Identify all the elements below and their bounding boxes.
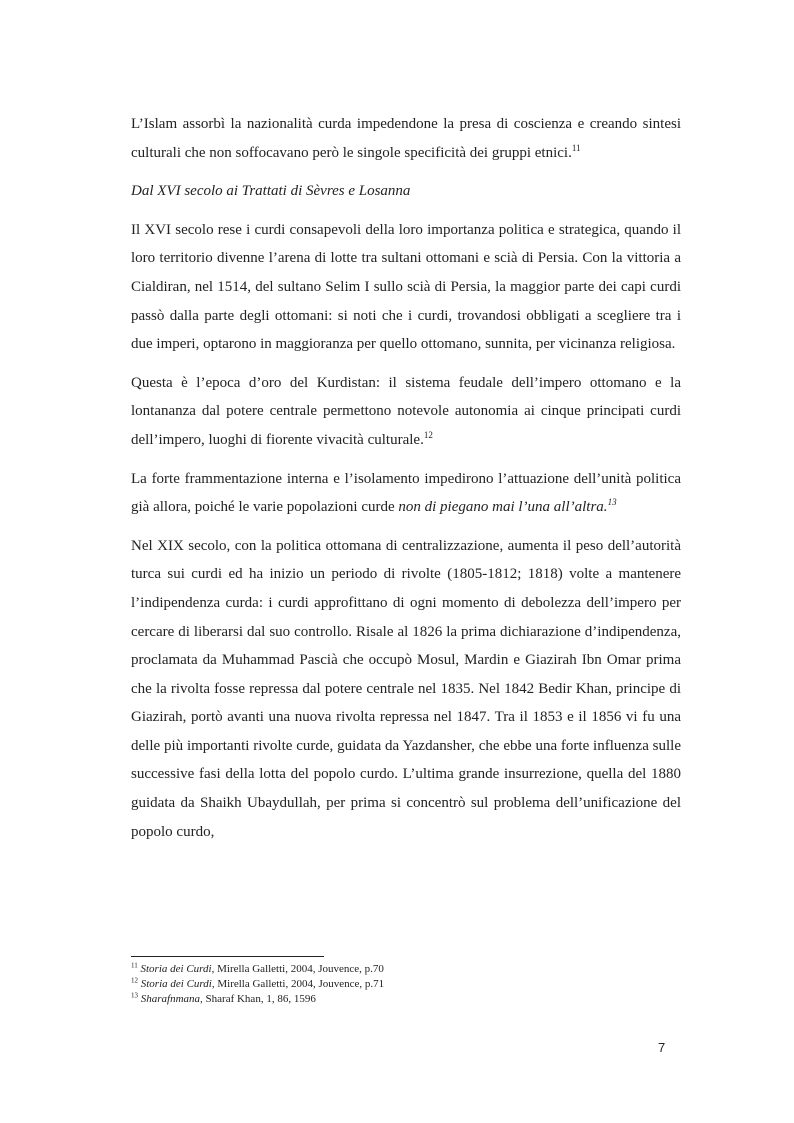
paragraph-1-text: L’Islam assorbì la nazionalità curda impedendone la presa di coscienza e creando sintesi culturali che non soffocavano però le singole specificità dei gruppi etnici. — [131, 116, 681, 161]
footnote-13: $^{13}$ Sharafnmana, Sharaf Khan, 1, 86, 1596 — [131, 991, 316, 1005]
footnote-ref-12: 12 — [423, 429, 433, 440]
footnote-11: $^{11}$ Storia dei Curdi, Mirella Galletti, 2004, Jouvence, p.70 — [131, 961, 384, 975]
paragraph-5: Nel XIX secolo, con la politica ottomana di centralizzazione, aumenta il peso dell’autorità turca sui curdi ed ha inizio un periodo di rivolte (1805-1812; 1818) volte a mantenere l’indipendenza curda: i curdi approfittano di ogni momento di debolezza dell’impero per cercare di liberarsi dal suo controllo. Risale al 1826 la prima dichiarazione d’indipendenza, proclamata da Muhammad Pascià che occupò Mosul, Mardin e Giazirah Ibn Omar prima che la rivolta fosse repressa dal potere centrale nel 1835. Nel 1842 Bedir Khan, principe di Giazirah, portò avanti una nuova rivolta repressa nel 1847. Tra il 1853 e il 1856 vi fu una delle più importanti rivolte curde, guidata da Yazdansher, che ebbe una forte influenza sulle successive fasi della lotta del popolo curdo. L’ultima grande insurrezione, quella del 1880 guidata da Shaikh Ubaydullah, per prima si concentrò sul problema dell’unificazione del popolo curdo, — [131, 537, 681, 840]
section-heading: Dal XVI secolo ai Trattati di Sèvres e Losanna — [131, 183, 411, 200]
page-number: 7 — [658, 1040, 666, 1055]
footnote-divider — [131, 956, 324, 957]
footnote-ref-11: 11 — [571, 142, 581, 153]
footnotes — [131, 962, 681, 1007]
paragraph-3 — [131, 369, 681, 455]
paragraph-1 — [131, 110, 681, 167]
paragraph-4-text: La forte frammentazione interna e l’isolamento impedirono l’attuazione dell’unità politica già allora, poiché le varie popolazioni curde — [131, 470, 681, 516]
paragraph-4-quote: non di piegano mai l’una all’altra. — [398, 499, 608, 516]
paragraph-2: Il XVI secolo rese i curdi consapevoli della loro importanza politica e strategica, quando il loro territorio divenne l’arena di lotte tra sultani ottomani e scià di Persia. Con la vittoria a Cialdiran, nel 1514, del sultano Selim I sullo scià di Persia, la maggior parte dei capi curdi passò dalla parte degli ottomani: si noti che i curdi, trovandosi obbligati a scegliere tra i due imperi, optarono in maggioranza per quello ottomano, sunnita, per vicinanza religiosa. — [131, 221, 681, 353]
footnote-ref-13: 13 — [607, 497, 617, 508]
footnote-12: $^{12}$ Storia dei Curdi, Mirella Galletti, 2004, Jouvence, p.71 — [131, 976, 385, 990]
paragraph-4 — [131, 465, 681, 522]
body-text — [131, 110, 681, 846]
paragraph-3-text: Questa è l’epoca d’oro del Kurdistan: il sistema feudale dell’impero ottomano e la lontananza dal potere centrale permettono notevole autonomia ai cinque principati curdi dell’impero, luoghi di fiorente vivacità culturale. — [131, 374, 681, 448]
